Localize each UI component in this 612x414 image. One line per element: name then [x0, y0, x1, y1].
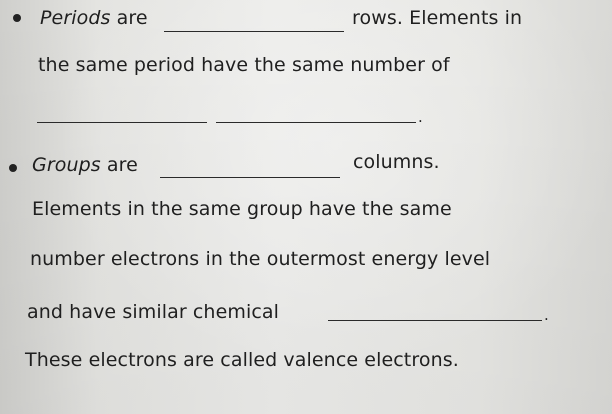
bullet-2-line-3: number electrons in the outermost energy level — [30, 248, 491, 270]
bullet-2-marker — [9, 164, 17, 172]
groups-term: Groups — [32, 154, 101, 176]
groups-connector: are — [106, 154, 138, 176]
bullet-2-end-punct: . — [544, 306, 549, 324]
bullet-1-line-1 — [40, 6, 148, 30]
periods-term: Periods — [40, 7, 111, 29]
bullet-2-line-4: and have similar chemical — [27, 301, 280, 323]
period-blank-1 — [37, 122, 207, 123]
bullet-2-line-2: Elements in the same group have the same — [32, 198, 452, 220]
periods-connector: are — [116, 7, 148, 29]
periods-after-blank: rows. Elements in — [352, 7, 523, 29]
groups-blank — [160, 177, 340, 178]
periods-blank — [164, 31, 344, 32]
bullet-1-end-punct: . — [418, 108, 423, 126]
bullet-1-line-2: the same period have the same number of — [38, 54, 450, 76]
groups-after-blank: columns. — [353, 151, 440, 173]
chemical-blank — [328, 320, 542, 321]
bullet-1-marker — [13, 14, 21, 22]
period-blank-2 — [216, 122, 416, 123]
bullet-2-line-1 — [32, 153, 138, 177]
closing-sentence: These electrons are called valence electrons. — [25, 349, 459, 371]
